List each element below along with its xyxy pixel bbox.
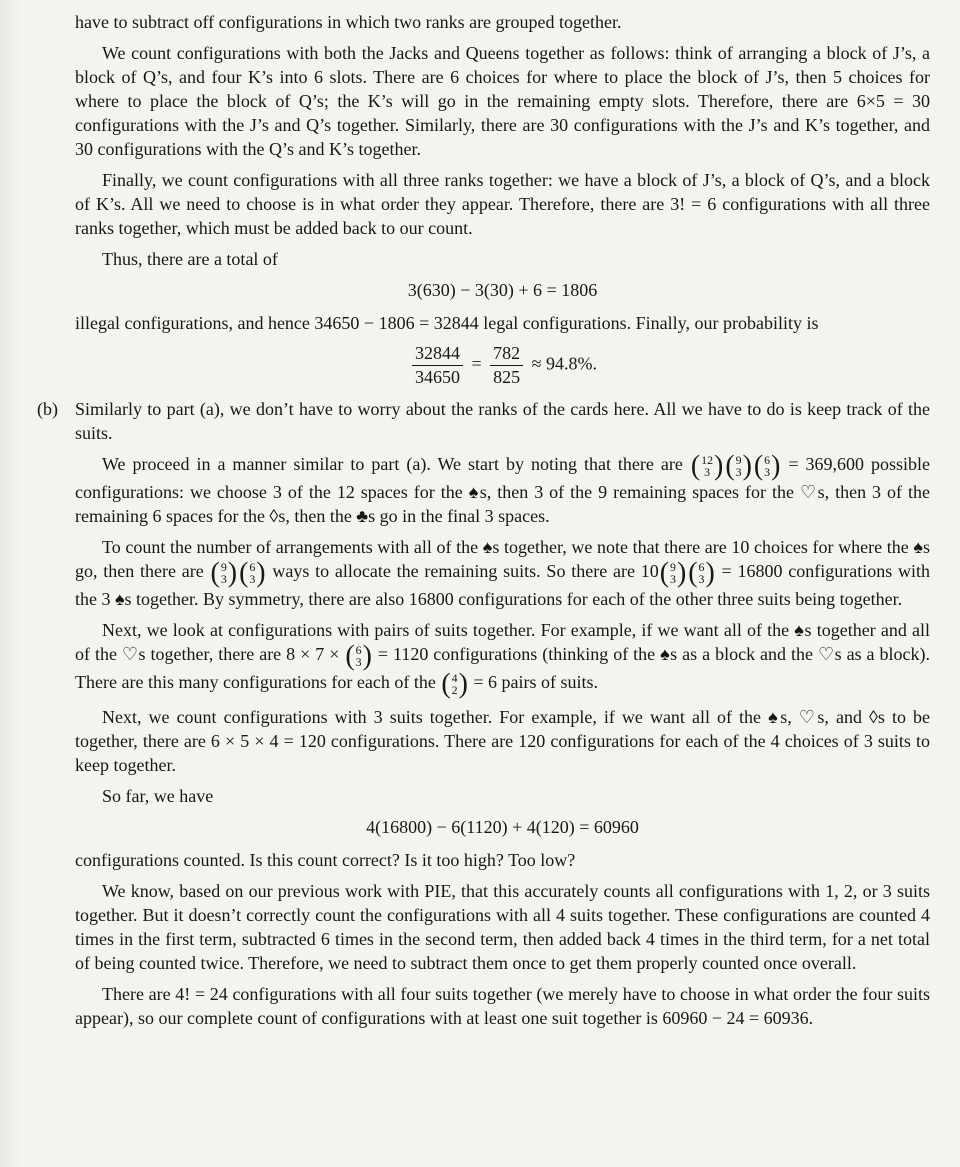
paragraph: We count configurations with both the Jacks and Queens together as follows: think of arranging a block of J’s, a block of Q’s, and four K’s into 6 slots. There are 6 choices for where to place the block of J’s, then 5 choices for where to place the block of Q’s; the K’s will go in the remaining empty slots. Therefore, there are 6×5 = 30 configurations with the J’s and Q’s together. Similarly, there are 30 configurations with the J’s and K’s together, and 30 configurations with the Q’s and K’s together. <box>75 43 930 159</box>
paragraph: We know, based on our previous work with PIE, that this accurately counts all configurations with 1, 2, or 3 suits together. But it doesn’t correctly count the configurations with all 4 suits together. These configurations are counted 4 times in the first term, subtracted 6 times in the second term, then added back 4 times in the third term, for a net total of being counted twice. Therefore, we need to subtract them once to get them properly counted once overall. <box>75 881 930 973</box>
paragraph: Finally, we count configurations with all three ranks together: we have a block of J’s, a block of Q’s, and a block of K’s. All we need to choose is in what order they appear. Therefore, there are 3! = 6 configurations with all three ranks together, which must be added back to our count. <box>75 170 930 238</box>
close-paren: ) <box>714 449 724 482</box>
paragraph: We proceed in a manner similar to part (a). We start by noting that there are ( 12 3 ) ( 9 3 ) ( 6 3 ) = 369,600 possible configurations: we choose 3 of the 12 spaces for the ♠s, then 3 of the 9 remaining spaces for the ♡s, then 3 of the remaining 6 spaces for the ◊s, then the ♣s go in the final 3 spaces. <box>75 449 931 527</box>
open-paren: ( <box>659 556 670 589</box>
binomial-top: 6 <box>764 452 771 467</box>
binomial-stack <box>248 561 256 586</box>
paragraph: configurations counted. Is this count correct? Is it too high? Too low? <box>75 850 576 870</box>
open-paren: ( <box>688 556 698 589</box>
binomial-coefficient <box>441 667 468 700</box>
open-paren: ( <box>239 556 249 589</box>
paragraph: have to subtract off configurations in which two ranks are grouped together. <box>75 12 622 32</box>
binomial-top: 6 <box>698 559 705 574</box>
paragraph: Next, we count configurations with 3 suits together. For example, if we want all of the ♠s, ♡s, and ◊s to be together, there are 6 × 5 × 4 = 120 configurations. There are 120 configurations for each of the 4 choices of 3 suits to keep together. <box>75 707 930 775</box>
binomial-bottom: 3 <box>698 572 705 587</box>
binomial-coefficient <box>345 639 372 672</box>
binomial-stack <box>220 561 228 586</box>
binomial-coefficient <box>725 449 752 482</box>
paragraph: There are 4! = 24 configurations with all four suits together (we merely have to choose in what order the four suits appear), so our complete count of configurations with at least one suit together is 60960 − 24 = 60936. <box>75 984 930 1028</box>
display-equation: $\frac{32844}{34650}$ = $\frac{782}{825}$ ≈ 94.8%. <box>75 343 930 387</box>
open-paren: ( <box>210 556 220 589</box>
fraction <box>490 343 523 387</box>
binomial-top: 12 <box>701 452 714 467</box>
close-paren: ) <box>362 639 372 672</box>
fraction-numerator: 32844 <box>412 343 463 366</box>
paragraph: To count the number of arrangements with all of the ♠s together, we note that there are 10 choices for where the ♠s go, then there are ( 9 3 ) ( 6 3 ) ways to allocate the remaining suits. So there are 10 ( 9 3 ) ( 6 3 ) = 16800 configurations with the 3 ♠s together. By symmetry, there are also 16800 configurations for each of the other three suits being together. <box>75 537 930 610</box>
open-paren: ( <box>753 449 764 482</box>
close-paren: ) <box>256 556 266 589</box>
binomial-coefficient <box>753 449 781 482</box>
binomial-stack <box>355 644 363 669</box>
binomial-top: 6 <box>249 559 256 574</box>
binomial-top: 6 <box>355 642 362 657</box>
open-paren: ( <box>441 667 451 700</box>
fraction-denominator: 825 <box>493 366 521 387</box>
paragraph: (b) Similarly to part (a), we don’t have to worry about the ranks of the cards here. All we have to do is keep track of the suits. <box>37 399 930 444</box>
open-paren: ( <box>725 449 735 482</box>
paragraph: So far, we have <box>102 786 214 806</box>
binomial-stack <box>698 561 706 586</box>
fraction-numerator: 782 <box>490 343 523 366</box>
binomial-bottom: 3 <box>249 572 256 587</box>
fraction-denominator: 34650 <box>414 366 460 387</box>
binomial-coefficient <box>210 556 238 589</box>
open-paren: ( <box>690 449 701 482</box>
binomial-coefficient <box>690 449 724 482</box>
binomial-stack <box>735 454 743 479</box>
close-paren: ) <box>458 667 468 700</box>
binomial-stack <box>763 454 771 479</box>
open-paren: ( <box>345 639 355 672</box>
part-label: (b) <box>37 399 58 420</box>
paragraph: Thus, there are a total of <box>102 249 278 269</box>
close-paren: ) <box>227 556 238 589</box>
binomial-bottom: 3 <box>670 572 676 587</box>
display-equation: 3(630) − 3(30) + 6 = 1806 <box>407 280 598 300</box>
close-paren: ) <box>705 556 715 589</box>
binomial-stack <box>700 454 714 479</box>
paragraph: Next, we look at configurations with pairs of suits together. For example, if we want all of the ♠s together and all of the ♡s together, there are 8 × 7 × ( 6 3 ) = 1120 configurations (thinking of the ♠s as a block and the ♡s as a block). There are this many configurations for each of the ( 4 2 ) = 6 pairs of suits. <box>75 620 930 700</box>
binomial-stack <box>669 561 677 586</box>
fraction <box>412 343 463 387</box>
binomial-bottom: 3 <box>764 465 771 480</box>
binomial-coefficient <box>239 556 266 589</box>
close-paren: ) <box>676 556 687 589</box>
binomial-top: 9 <box>670 559 676 574</box>
close-paren: ) <box>742 449 752 482</box>
binomial-top: 9 <box>220 559 227 574</box>
binomial-stack <box>451 672 459 697</box>
binomial-bottom: 3 <box>220 572 227 587</box>
binomial-bottom: 3 <box>735 465 742 480</box>
binomial-top: 9 <box>735 452 742 467</box>
binomial-coefficient <box>659 556 687 589</box>
binomial-bottom: 3 <box>355 655 362 670</box>
binomial-bottom: 2 <box>451 683 458 698</box>
close-paren: ) <box>771 449 781 482</box>
paragraph: illegal configurations, and hence 34650 − 1806 = 32844 legal configurations. Finally, our probability is <box>75 313 819 333</box>
binomial-top: 4 <box>451 670 458 685</box>
display-equation: 4(16800) − 6(1120) + 4(120) = 60960 <box>366 817 639 837</box>
binomial-bottom: 3 <box>704 465 711 480</box>
binomial-coefficient <box>688 556 715 589</box>
document-body <box>37 10 931 1030</box>
